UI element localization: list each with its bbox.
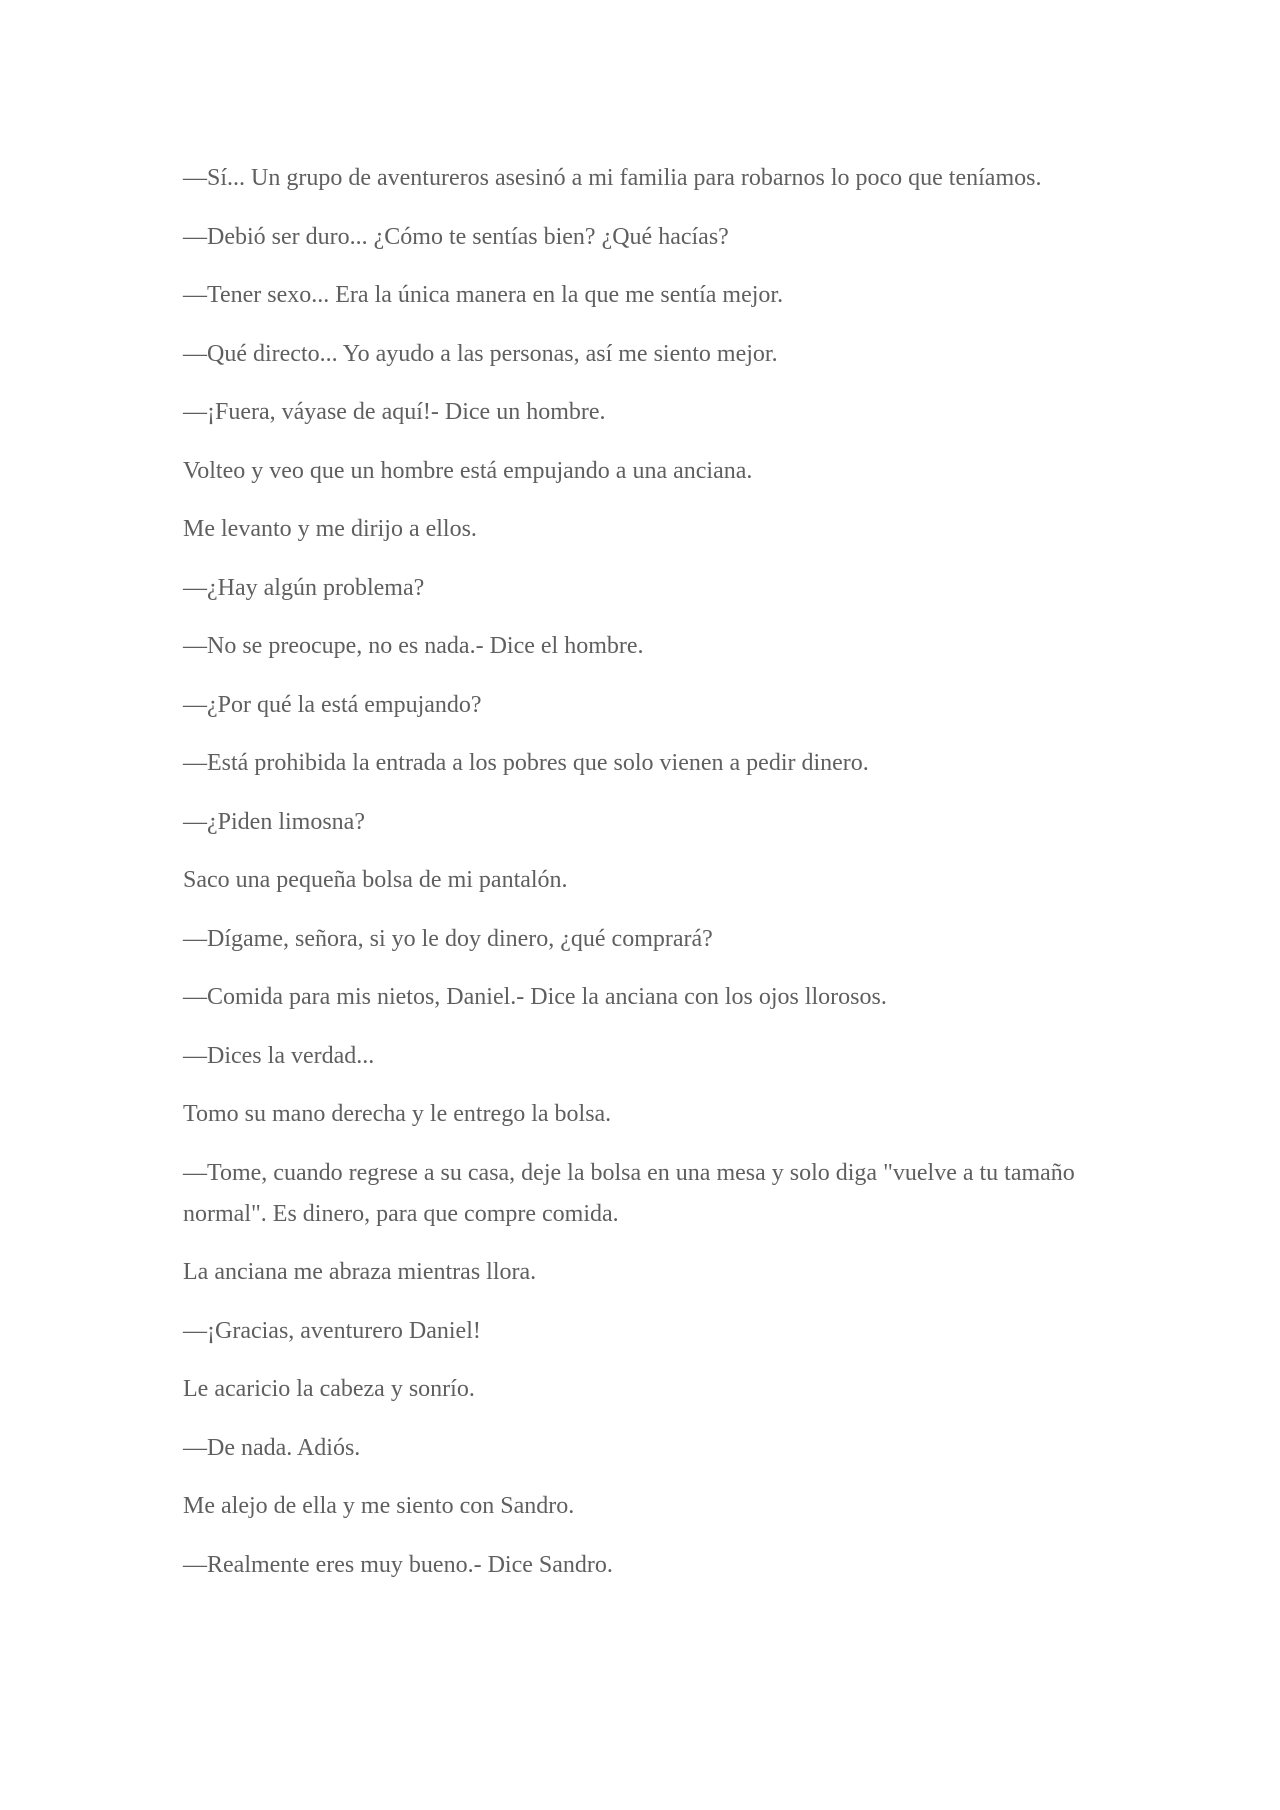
paragraph-15: —Comida para mis nietos, Daniel.- Dice la anciana con los ojos llorosos. [183, 984, 887, 1010]
paragraph-6: Volteo y veo que un hombre está empujando a una anciana. [183, 457, 753, 484]
document-text-body [183, 158, 1083, 1603]
paragraph-13: Saco una pequeña bolsa de mi pantalón. [183, 867, 568, 893]
paragraph-12: —¿Piden limosna? [183, 808, 365, 835]
paragraph-24: —Realmente eres muy bueno.- Dice Sandro. [183, 1551, 613, 1578]
paragraph-17: Tomo su mano derecha y le entrego la bolsa. [183, 1101, 612, 1127]
paragraph-5: —¡Fuera, váyase de aquí!- Dice un hombre. [183, 399, 606, 425]
paragraph-11: —Está prohibida la entrada a los pobres que solo vienen a pedir dinero. [183, 750, 869, 776]
paragraph-19: La anciana me abraza mientras llora. [183, 1259, 537, 1285]
paragraph-3: —Tener sexo... Era la única manera en la que me sentía mejor. [183, 282, 784, 308]
paragraph-8: —¿Hay algún problema? [183, 574, 425, 601]
paragraph-23: Me alejo de ella y me siento con Sandro. [183, 1493, 575, 1519]
paragraph-14: —Dígame, señora, si yo le doy dinero, ¿qué comprará? [183, 925, 713, 952]
paragraph-2: —Debió ser duro... ¿Cómo te sentías bien? ¿Qué hacías? [183, 223, 729, 250]
paragraph-4: —Qué directo... Yo ayudo a las personas, así me siento mejor. [183, 340, 778, 367]
paragraph-7: Me levanto y me dirijo a ellos. [183, 516, 477, 542]
paragraph-20: —¡Gracias, aventurero Daniel! [183, 1317, 481, 1344]
paragraph-22: —De nada. Adiós. [183, 1434, 361, 1461]
paragraph-21: Le acaricio la cabeza y sonrío. [183, 1376, 475, 1402]
paragraph-18: —Tome, cuando regrese a su casa, deje la bolsa en una mesa y solo diga "vuelve a tu tamaño normal". Es dinero, para que compre comida. [183, 1159, 1075, 1227]
paragraph-9: —No se preocupe, no es nada.- Dice el hombre. [183, 633, 644, 659]
paragraph-16: —Dices la verdad... [183, 1042, 375, 1069]
paragraph-1: —Sí... Un grupo de aventureros asesinó a mi familia para robarnos lo poco que teníamos. [183, 165, 1042, 191]
paragraph-10: —¿Por qué la está empujando? [183, 691, 482, 718]
